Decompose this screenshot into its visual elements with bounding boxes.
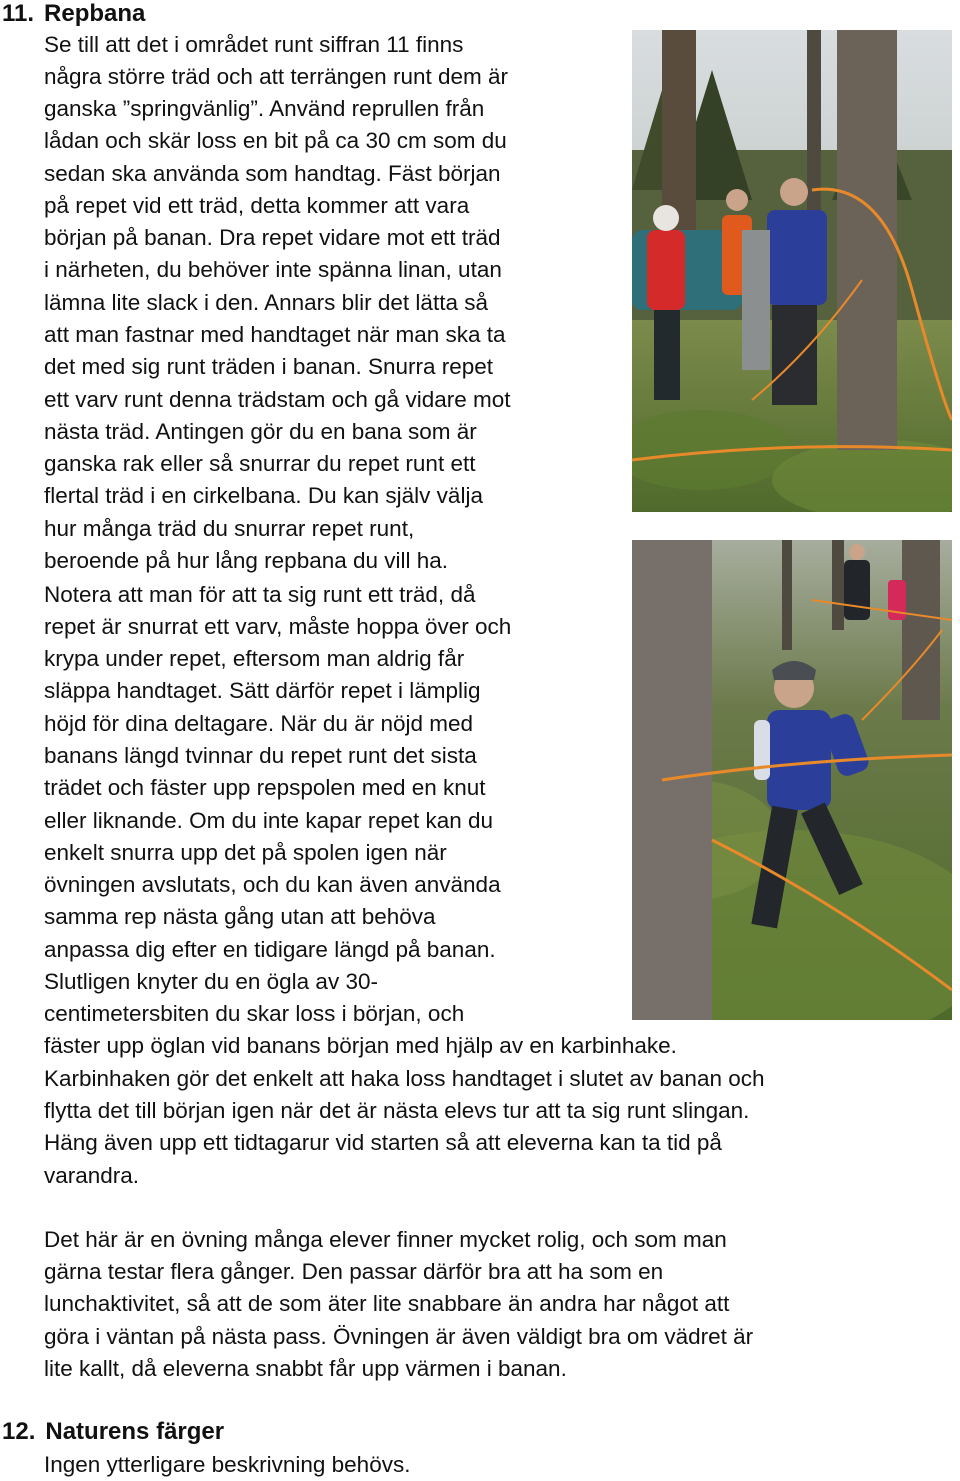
text-line: samma rep nästa gång utan att behöva	[44, 904, 436, 929]
text-line: höjd för dina deltagare. När du är nöjd med	[44, 711, 474, 736]
text-line: Slutligen knyter du en ögla av 30-	[44, 969, 378, 994]
text-line: nästa träd. Antingen gör du en bana som är	[44, 419, 477, 444]
photo-group-in-forest-graphic	[632, 30, 952, 512]
text-line: fäster upp öglan vid banans början med hjälp av en karbinhake.	[44, 1033, 677, 1058]
text-line: beroende på hur lång repbana du vill ha.	[44, 548, 449, 573]
section-11-title: Repbana	[44, 0, 146, 27]
text-line: flytta det till början igen när det är nästa elevs tur att ta sig runt slingan.	[44, 1098, 750, 1123]
photo-group-in-forest	[632, 30, 952, 512]
section-11-number: 11.	[2, 0, 35, 27]
text-line: centimetersbiten du skar loss i början, och	[44, 1001, 465, 1026]
text-line: Ingen ytterligare beskrivning behövs.	[44, 1452, 411, 1477]
text-line: ganska rak eller så snurrar du repet runt ett	[44, 451, 476, 476]
text-line: ett varv runt denna trädstam och gå vidare mot	[44, 387, 511, 412]
photo-boy-running-graphic	[632, 540, 952, 1020]
text-line: sedan ska använda som handtag. Fäst början	[44, 161, 501, 186]
text-line: Karbinhaken gör det enkelt att haka loss handtaget i slutet av banan och	[44, 1066, 765, 1091]
text-line: några större träd och att terrängen runt dem är	[44, 64, 508, 89]
text-line: i närheten, du behöver inte spänna linan, utan	[44, 257, 502, 282]
text-line: trädet och fäster upp repspolen med en knut	[44, 775, 486, 800]
text-line: Häng även upp ett tidtagarur vid starten så att eleverna kan ta tid på	[44, 1130, 722, 1155]
text-line: lämna lite slack i den. Annars blir det lätta så	[44, 290, 488, 315]
text-line: anpassa dig efter en tidigare längd på banan.	[44, 937, 496, 962]
text-line: släppa handtaget. Sätt därför repet i lämplig	[44, 678, 481, 703]
text-line: hur många träd du snurrar repet runt,	[44, 516, 415, 541]
text-line: början på banan. Dra repet vidare mot ett träd	[44, 225, 501, 250]
section-11-heading	[2, 0, 145, 28]
text-line: varandra.	[44, 1163, 140, 1188]
text-line: eller liknande. Om du inte kapar repet kan du	[44, 808, 494, 833]
text-line: Det här är en övning många elever finner mycket rolig, och som man	[44, 1227, 727, 1252]
text-line: på repet vid ett träd, detta kommer att vara	[44, 193, 470, 218]
section-12-heading	[2, 1418, 224, 1446]
text-line: enkelt snurra upp det på spolen igen när	[44, 840, 447, 865]
text-line: att man fastnar med handtaget när man ska ta	[44, 322, 506, 347]
text-line: flertal träd i en cirkelbana. Du kan själv välja	[44, 483, 483, 508]
text-line: krypa under repet, eftersom man aldrig får	[44, 646, 465, 671]
text-line: det med sig runt träden i banan. Snurra repet	[44, 354, 494, 379]
text-line: repet är snurrat ett varv, måste hoppa över och	[44, 614, 512, 639]
section-12-title: Naturens färger	[45, 1418, 225, 1445]
text-line: övningen avslutats, och du kan även använda	[44, 872, 501, 897]
text-line: göra i väntan på nästa pass. Övningen är även väldigt bra om vädret är	[44, 1324, 754, 1349]
text-line: lite kallt, då eleverna snabbt får upp värmen i banan.	[44, 1356, 567, 1381]
text-line: Se till att det i området runt siffran 11 finns	[44, 32, 464, 57]
text-line: Notera att man för att ta sig runt ett träd, då	[44, 582, 476, 607]
text-line: banans längd tvinnar du repet runt det sista	[44, 743, 477, 768]
text-line: gärna testar flera gånger. Den passar därför bra att ha som en	[44, 1259, 664, 1284]
photo-boy-running	[632, 540, 952, 1020]
text-line: lådan och skär loss en bit på ca 30 cm som du	[44, 128, 507, 153]
text-line: ganska ”springvänlig”. Använd reprullen från	[44, 96, 485, 121]
text-line: lunchaktivitet, så att de som äter lite snabbare än andra har något att	[44, 1291, 730, 1316]
section-12-number: 12.	[2, 1418, 36, 1445]
